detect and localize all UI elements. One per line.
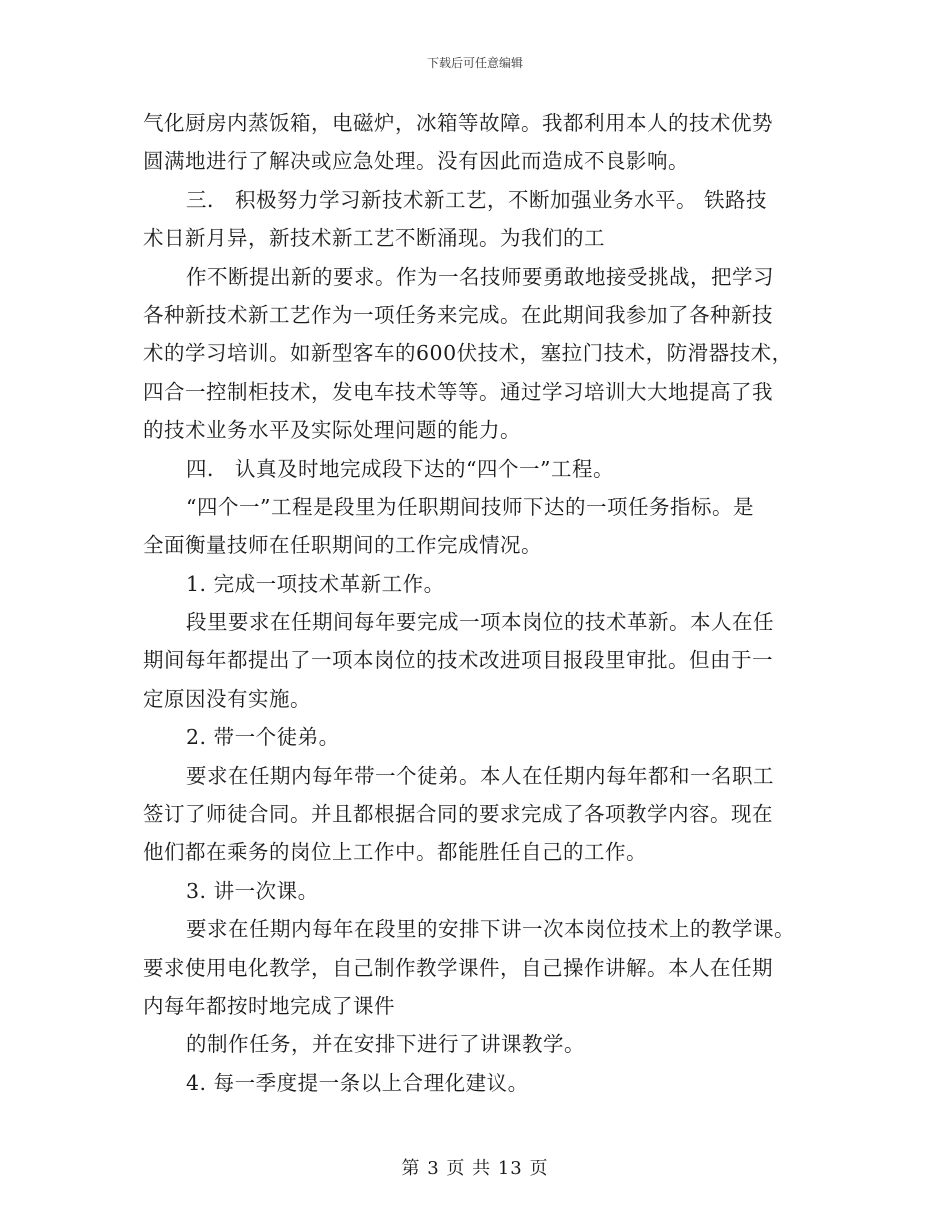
text-line: 要求在任期内每年在段里的安排下讲一次本岗位技术上的教学课。 <box>186 917 795 942</box>
text-line: 气化厨房内蒸饭箱，电磁炉，冰箱等故障。我都利用本人的技术优势 <box>143 111 773 135</box>
text-line: 3. 讲一次课。 <box>186 878 319 903</box>
text-line: 2. 带一个徒弟。 <box>186 725 340 750</box>
text-line: 作不断提出新的要求。作为一名技师要勇敢地接受挑战，把学习 <box>186 264 774 289</box>
text-line: 他们都在乘务的岗位上工作中。都能胜任自己的工作。 <box>143 840 647 865</box>
text-line: 四． 认真及时地完成段下达的“四个一”工程。 <box>186 456 614 481</box>
text-line: 4. 每一季度提一条以上合理化建议。 <box>186 1070 529 1095</box>
text-line: 内每年都按时地完成了课件 <box>143 993 395 1018</box>
text-line: “四个一”工程是段里为任职期间技师下达的一项任务指标。是 <box>186 494 754 519</box>
page-footer: 第 3 页 共 13 页 <box>401 1158 549 1179</box>
document-body <box>143 104 808 1102</box>
text-line: 要求使用电化教学，自己制作教学课件，自己操作讲解。本人在任期 <box>143 955 773 980</box>
text-line: 要求在任期内每年带一个徒弟。本人在任期内每年都和一名职工 <box>186 763 774 788</box>
text-line: 期间每年都提出了一项本岗位的技术改进项目报段里审批。但由于一 <box>143 648 773 673</box>
text-line: 签订了师徒合同。并且都根据合同的要求完成了各项教学内容。现在 <box>143 802 773 827</box>
text-line: 全面衡量技师在任职期间的工作完成情况。 <box>143 533 542 558</box>
text-line: 各种新技术新工艺作为一项任务来完成。在此期间我参加了各种新技 <box>143 302 773 327</box>
text-line: 术日新月异，新技术新工艺不断涌现。为我们的工 <box>143 226 605 251</box>
text-line: 术的学习培训。如新型客车的600伏技术，塞拉门技术，防滑器技术， <box>143 341 793 366</box>
text-line: 定原因没有实施。 <box>143 686 311 711</box>
text-line: 段里要求在任期间每年要完成一项本岗位的技术革新。本人在任 <box>186 610 774 635</box>
text-line: 四合一控制柜技术，发电车技术等等。通过学习培训大大地提高了我 <box>143 379 773 404</box>
text-line: 的制作任务，并在安排下进行了讲课教学。 <box>186 1032 585 1057</box>
text-line: 圆满地进行了解决或应急处理。没有因此而造成不良影响。 <box>143 149 689 174</box>
page-header: 下载后可任意编辑 <box>426 56 523 70</box>
text-line: 三． 积极努力学习新技术新工艺，不断加强业务水平。 铁路技 <box>186 187 768 212</box>
text-line: 的技术业务水平及实际处理问题的能力。 <box>143 418 521 443</box>
text-line: 1. 完成一项技术革新工作。 <box>186 571 445 596</box>
